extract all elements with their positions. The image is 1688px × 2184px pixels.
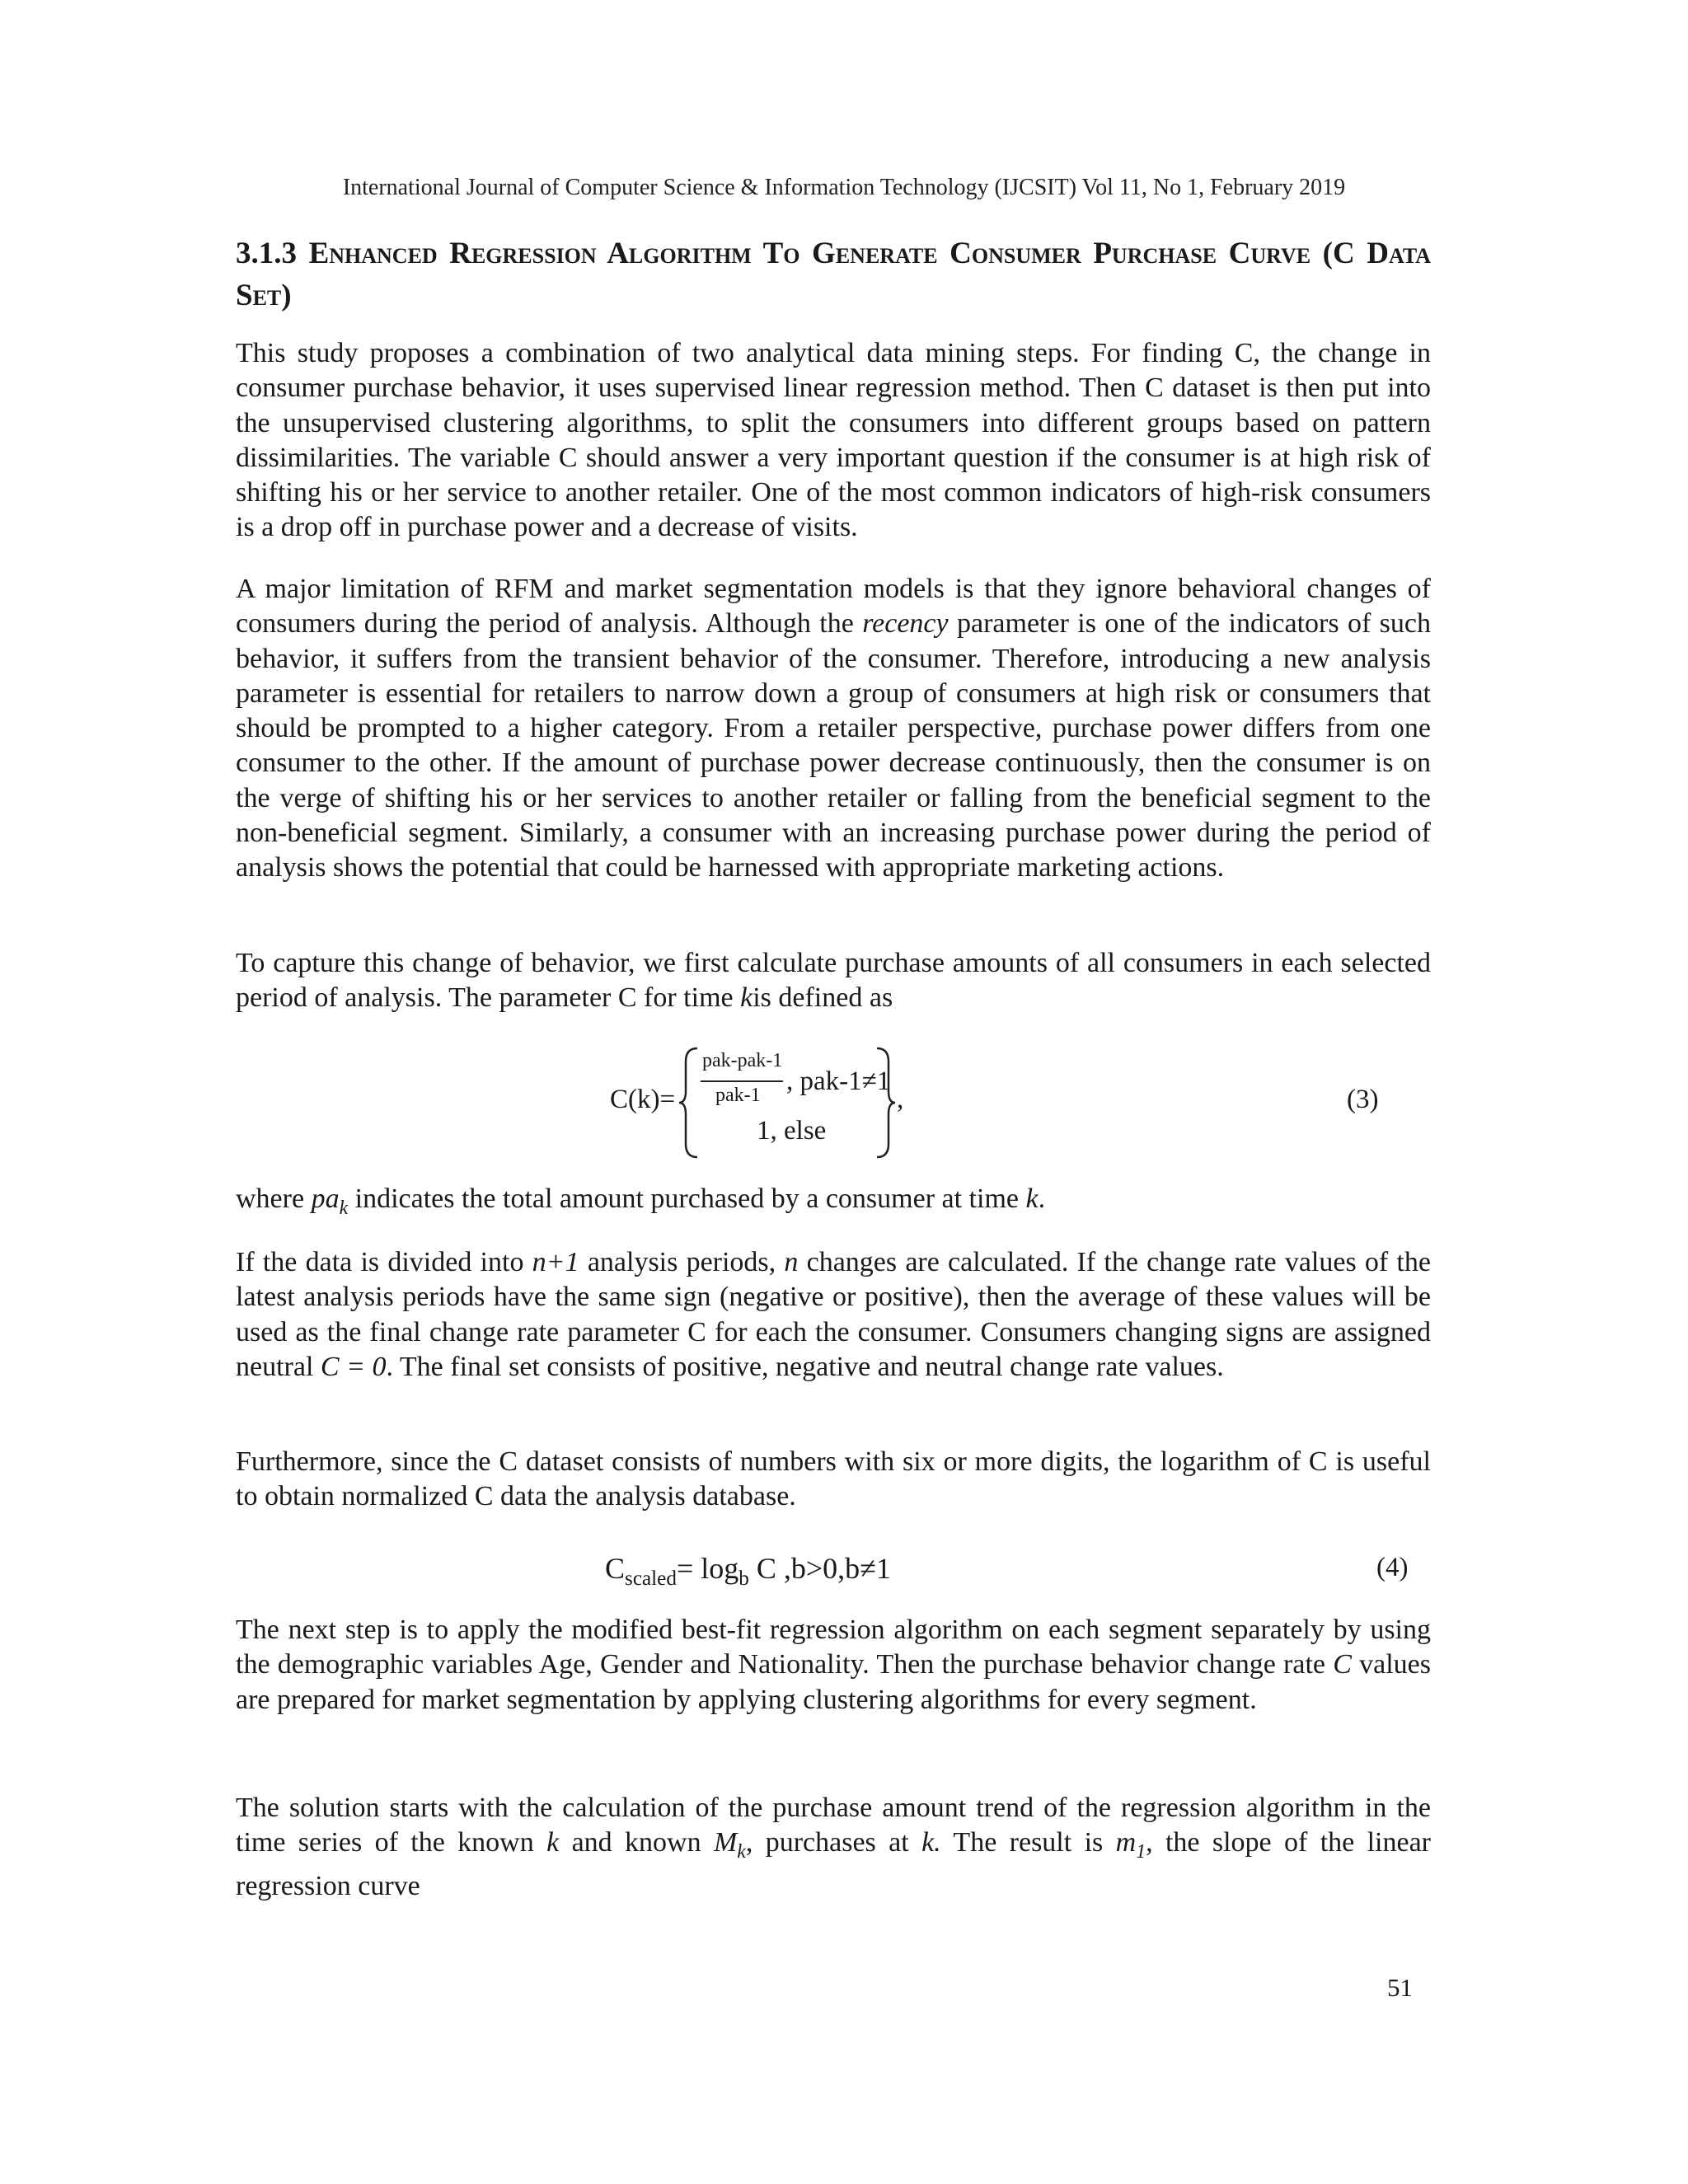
paragraph-2-text-a: A major limitation of RFM and market segmentation models is that they ignore behavioral changes of consumers during the period of analysis. Although the (236, 574, 1431, 640)
paragraph-5-text-b: analysis periods, (579, 1247, 785, 1277)
equation-4-number: (4) (1376, 1553, 1409, 1582)
paragraph-4-text-b: indicates the total amount purchased by a consumer at time (348, 1183, 1026, 1214)
paragraph-3-text-a: To capture this change of behavior, we first calculate purchase amounts of all consumers in each selected period of analysis. The parameter C for time (236, 948, 1431, 1014)
paragraph-7-text-b: values are prepared for market segmentation by applying clustering algorithms for every segment. (236, 1649, 1431, 1715)
paragraph-3-italic: k (740, 982, 753, 1014)
paragraph-8-M: M (713, 1827, 738, 1858)
page-number: 51 (1387, 1973, 1413, 2002)
paragraph-6: Furthermore, since the C dataset consists of numbers with six or more digits, the logarithm of C is useful to obtain normalized C data the analysis database. (236, 1446, 1431, 1512)
equation-4-rhs-a: = log (676, 1552, 739, 1585)
paragraph-8-text-c: , purchases at (745, 1827, 922, 1858)
paragraph-3 (236, 946, 1431, 1016)
equation-4-rhs-b: C ,b>0,b≠1 (748, 1552, 891, 1585)
paragraph-8-M-sub: k (737, 1841, 746, 1863)
paragraph-5-c-zero: C = 0 (320, 1351, 387, 1382)
paragraph-2-italic: recency (862, 608, 949, 640)
paragraph-7 (236, 1613, 1431, 1718)
paragraph-8-k2: k. (921, 1827, 941, 1858)
equation-4-log-base: b (738, 1568, 749, 1591)
paragraph-4-text-a: where (236, 1183, 312, 1214)
paragraph-8-k: k (546, 1827, 560, 1858)
equation-3 (610, 1045, 940, 1160)
paragraph-4-var-sub: k (339, 1197, 349, 1219)
section-number: 3.1.3 (236, 237, 297, 270)
section-title: Enhanced Regression Algorithm To Generate Consumer Purchase Curve (C Data Set) (236, 237, 1432, 312)
equation-3-comma: , (897, 1085, 904, 1114)
paragraph-2-text-b: parameter is one of the indicators of such behavior, it suffers from the transient behavior of the consumer. Therefore, introducing a new analysis parameter is essential for retailers to narrow down a group of consumers at high risk or consumers that should be prompted to a higher category. From a retailer perspective, purchase power differs from one consumer to the other. If the amount of purchase power decrease continuously, then the consumer is on the verge of shifting his or her services to another retailer or falling from the beneficial segment to the non-beneficial segment. Similarly, a consumer with an increasing purchase power during the period of analysis shows the potential that could be harnessed with appropriate marketing actions. (236, 608, 1432, 883)
paragraph-8-m-sub: 1 (1136, 1841, 1146, 1863)
paragraph-5-text-d: . The final set consists of positive, negative and neutral change rate values. (386, 1351, 1224, 1382)
paragraph-4-k: k (1025, 1183, 1039, 1214)
paragraph-5-n-plus-1: n+1 (532, 1247, 579, 1277)
paragraph-8 (236, 1791, 1431, 1905)
section-heading (236, 232, 1431, 316)
paragraph-8-text-a: The solution starts with the calculation of the purchase amount trend of the regression algorithm in the time series of the known (236, 1793, 1431, 1858)
paragraph-8-text-b: and known (559, 1827, 714, 1858)
equation-3-lhs: C(k)= (610, 1085, 676, 1114)
paragraph-5 (236, 1245, 1431, 1385)
paragraph-7-text-a: The next step is to apply the modified best-fit regression algorithm on each segment separately by using the demographic variables Age, Gender and Nationality. Then the purchase behavior change rate (236, 1615, 1431, 1680)
paragraph-2 (236, 572, 1431, 886)
paragraph-4 (236, 1182, 1431, 1226)
paragraph-7-c: C (1333, 1649, 1352, 1680)
equation-3-number: (3) (1347, 1085, 1379, 1114)
equation-3-condition: , pak-1≠1 (786, 1066, 891, 1096)
right-brace-icon (872, 1045, 897, 1160)
paragraph-5-n: n (784, 1247, 799, 1277)
equation-3-else: 1, else (757, 1116, 827, 1146)
paragraph-1: This study proposes a combination of two analytical data mining steps. For finding C, the change in consumer purchase behavior, it uses supervised linear regression method. Then C dataset is then put into the unsupervised clustering algorithms, to split the consumers into different groups based on pattern dissimilarities. The variable C should answer a very important question if the consumer is at high risk of shifting his or her service to another retailer. One of the most common indicators of high-risk consumers is a drop off in purchase power and a decrease of visits. (236, 338, 1431, 543)
paragraph-3-text-b: is defined as (753, 982, 893, 1014)
paragraph-8-text-e: , the slope of the linear regression curve (236, 1827, 1432, 1902)
paragraph-8-m: m (1115, 1827, 1137, 1858)
equation-4-lhs-sub: scaled (625, 1568, 677, 1591)
running-header: International Journal of Computer Science & Information Technology (IJCSIT) Vol 11, No 1, February 2019 (342, 175, 1346, 200)
equation-3-numerator: pak-pak-1 (702, 1050, 783, 1071)
paragraph-8-text-d: The result is (940, 1827, 1116, 1858)
paragraph-5-text-a: If the data is divided into (236, 1247, 532, 1277)
paragraph-4-var: pa (311, 1183, 340, 1214)
equation-4 (605, 1551, 891, 1591)
left-brace-icon (678, 1045, 702, 1160)
equation-3-denominator: pak-1 (715, 1085, 761, 1106)
equation-4-lhs: C (605, 1552, 626, 1585)
paragraph-5-text-c: changes are calculated. If the change rate values of the latest analysis periods have the same sign (negative or positive), then the average of these values will be used as the final change rate parameter C for each the consumer. Consumers changing signs are assigned neutral (236, 1247, 1431, 1382)
paragraph-4-text-c: . (1038, 1183, 1046, 1214)
equation-3-fraction-bar (701, 1080, 783, 1082)
